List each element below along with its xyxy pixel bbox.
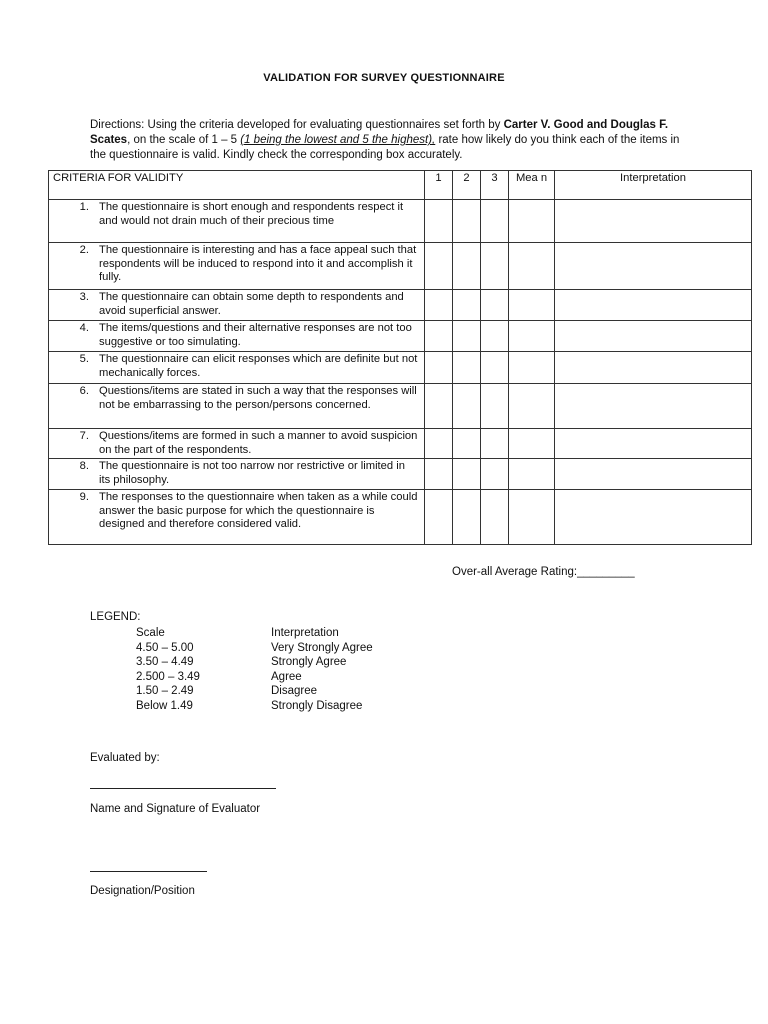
criteria-number: 9.: [79, 491, 89, 503]
criteria-number: 4.: [79, 322, 89, 334]
table-row: [49, 459, 752, 490]
criteria-text: Questions/items are formed in such a manner to avoid suspicion on the part of the respondents.: [99, 430, 418, 456]
criteria-number: 2.: [79, 244, 89, 256]
interpretation-cell[interactable]: [555, 321, 752, 352]
rating-3-checkbox[interactable]: [481, 429, 509, 459]
criteria-cell: [49, 490, 425, 545]
directions-emphasis: (1 being the lowest and 5 the highest),: [240, 134, 436, 146]
directions-text-3: rate how likely do you think each of the items in the questionnaire is valid. Kindly check the corresponding box accurately.: [90, 134, 680, 161]
mean-cell[interactable]: [509, 429, 555, 459]
legend-interpretation: Very Strongly Agree: [271, 641, 373, 654]
rating-1-checkbox[interactable]: [425, 290, 453, 321]
criteria-text: The questionnaire is short enough and respondents respect it and would not drain much of their precious time: [99, 201, 404, 227]
interpretation-cell[interactable]: [555, 352, 752, 384]
table-row: [49, 321, 752, 352]
mean-cell[interactable]: [509, 352, 555, 384]
criteria-table: [48, 170, 752, 545]
criteria-cell: [49, 290, 425, 321]
interpretation-cell[interactable]: [555, 200, 752, 243]
rating-1-checkbox[interactable]: [425, 490, 453, 545]
rating-3-checkbox[interactable]: [481, 321, 509, 352]
directions-text-2: , on the scale of 1 – 5: [127, 134, 241, 146]
legend-scale: 4.50 – 5.00: [136, 641, 194, 654]
rating-3-checkbox[interactable]: [481, 243, 509, 290]
mean-cell[interactable]: [509, 321, 555, 352]
criteria-text: The questionnaire is interesting and has a face appeal such that respondents will be induced to respond into it and accomplish it fully.: [99, 244, 417, 283]
mean-cell[interactable]: [509, 490, 555, 545]
legend-scale: 3.50 – 4.49: [136, 656, 194, 669]
mean-cell[interactable]: [509, 459, 555, 490]
signature-line[interactable]: [90, 788, 276, 789]
rating-2-checkbox[interactable]: [453, 243, 481, 290]
rating-3-checkbox[interactable]: [481, 459, 509, 490]
legend-scale: 2.500 – 3.49: [136, 670, 200, 683]
rating-3-checkbox[interactable]: [481, 200, 509, 243]
rating-3-checkbox[interactable]: [481, 384, 509, 429]
interpretation-cell[interactable]: [555, 490, 752, 545]
legend-interpretation: Strongly Agree: [271, 656, 347, 669]
criteria-cell: [49, 352, 425, 384]
rating-3-checkbox[interactable]: [481, 290, 509, 321]
legend-scale: Below 1.49: [136, 699, 193, 712]
legend-row: [136, 655, 373, 670]
criteria-text: The questionnaire is not too narrow nor restrictive or limited in its philosophy.: [99, 460, 405, 486]
rating-1-checkbox[interactable]: [425, 459, 453, 490]
criteria-cell: [49, 384, 425, 429]
overall-average-rating: Over-all Average Rating:_________: [452, 566, 635, 578]
criteria-text: Questions/items are stated in such a way that the responses will not be embarrassing to the person/persons concerned.: [99, 385, 417, 411]
table-row: [49, 490, 752, 545]
table-row: [49, 290, 752, 321]
signature-caption: Name and Signature of Evaluator: [90, 803, 261, 815]
rating-2-checkbox[interactable]: [453, 290, 481, 321]
legend-interpretation: Agree: [271, 670, 302, 683]
rating-2-checkbox[interactable]: [453, 321, 481, 352]
rating-1-checkbox[interactable]: [425, 200, 453, 243]
legend-title: LEGEND:: [90, 611, 141, 623]
directions-paragraph: [90, 118, 680, 163]
legend-interpretation: Disagree: [271, 685, 318, 698]
table-row: [49, 429, 752, 459]
criteria-cell: [49, 321, 425, 352]
criteria-number: 3.: [79, 291, 89, 303]
table-row: [49, 200, 752, 243]
rating-2-checkbox[interactable]: [453, 490, 481, 545]
rating-2-checkbox[interactable]: [453, 459, 481, 490]
interpretation-cell[interactable]: [555, 459, 752, 490]
criteria-cell: [49, 459, 425, 490]
legend-table: [136, 626, 373, 714]
criteria-number: 6.: [79, 385, 89, 397]
mean-cell[interactable]: [509, 384, 555, 429]
criteria-text: The questionnaire can obtain some depth to respondents and avoid superficial answer.: [99, 291, 404, 317]
document-title: VALIDATION FOR SURVEY QUESTIONNAIRE: [263, 72, 505, 84]
interpretation-cell[interactable]: [555, 243, 752, 290]
interpretation-cell[interactable]: [555, 384, 752, 429]
rating-1-checkbox[interactable]: [425, 384, 453, 429]
designation-line[interactable]: [90, 871, 207, 872]
legend-row: [136, 670, 373, 685]
designation-caption: Designation/Position: [90, 885, 195, 897]
legend-header-interpretation: Interpretation: [271, 627, 339, 639]
rating-3-checkbox[interactable]: [481, 352, 509, 384]
rating-1-checkbox[interactable]: [425, 321, 453, 352]
rating-1-checkbox[interactable]: [425, 429, 453, 459]
directions-authors: Carter V. Good and Douglas F. Scates: [90, 119, 669, 146]
criteria-text: The responses to the questionnaire when taken as a while could answer the basic purpose for which the questionnaire is designed and therefore considered valid.: [99, 491, 418, 530]
criteria-number: 8.: [79, 460, 89, 472]
header-interpretation: Interpretation: [555, 171, 752, 200]
legend-header-scale: Scale: [136, 627, 165, 639]
header-criteria: CRITERIA FOR VALIDITY: [49, 171, 425, 200]
criteria-cell: [49, 429, 425, 459]
rating-3-checkbox[interactable]: [481, 490, 509, 545]
rating-2-checkbox[interactable]: [453, 352, 481, 384]
mean-cell[interactable]: [509, 243, 555, 290]
rating-2-checkbox[interactable]: [453, 384, 481, 429]
legend-interpretation: Strongly Disagree: [271, 699, 363, 712]
criteria-cell: [49, 200, 425, 243]
mean-cell[interactable]: [509, 200, 555, 243]
legend-row: [136, 641, 373, 656]
interpretation-cell[interactable]: [555, 290, 752, 321]
rating-1-checkbox[interactable]: [425, 352, 453, 384]
legend-scale: 1.50 – 2.49: [136, 685, 194, 698]
table-row: [49, 352, 752, 384]
criteria-number: 7.: [79, 430, 89, 442]
header-col-3: 3: [481, 171, 509, 200]
legend-row: [136, 699, 373, 714]
criteria-cell: [49, 243, 425, 290]
header-col-1: 1: [425, 171, 453, 200]
header-mean: Mea n: [509, 171, 555, 200]
header-col-2: 2: [453, 171, 481, 200]
rating-2-checkbox[interactable]: [453, 200, 481, 243]
criteria-number: 5.: [79, 353, 89, 365]
table-row: [49, 243, 752, 290]
table-row: [49, 384, 752, 429]
criteria-text: The items/questions and their alternative responses are not too suggestive or too simulating.: [99, 322, 412, 348]
criteria-number: 1.: [79, 201, 89, 213]
legend-row: [136, 684, 373, 699]
interpretation-cell[interactable]: [555, 429, 752, 459]
criteria-text: The questionnaire can elicit responses which are definite but not mechanically forces.: [99, 353, 418, 379]
mean-cell[interactable]: [509, 290, 555, 321]
directions-text-1: Directions: Using the criteria developed for evaluating questionnaires set forth by: [90, 119, 504, 131]
evaluated-by-label: Evaluated by:: [90, 752, 160, 764]
rating-1-checkbox[interactable]: [425, 243, 453, 290]
rating-2-checkbox[interactable]: [453, 429, 481, 459]
